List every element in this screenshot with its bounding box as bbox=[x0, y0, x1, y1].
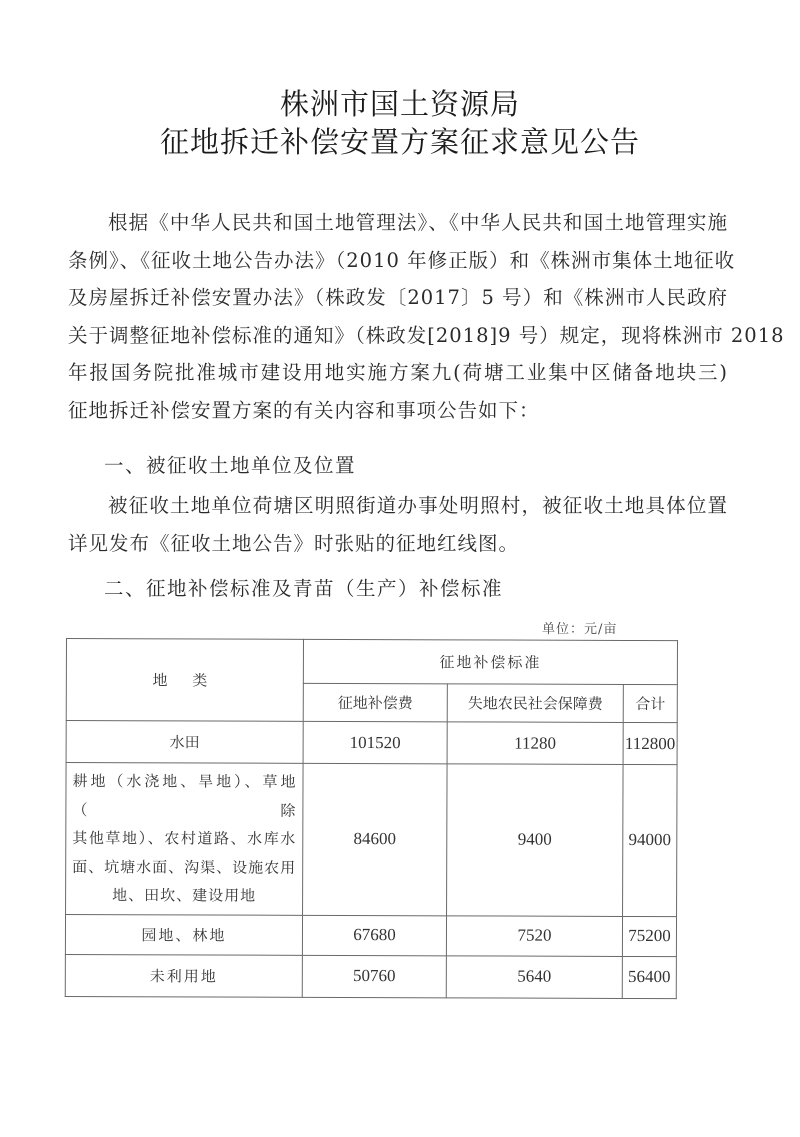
row-social-security: 5640 bbox=[446, 955, 622, 998]
document-title-line2: 征地拆迁补偿安置方案征求意见公告 bbox=[159, 125, 640, 159]
intro-line: 征地拆迁补偿安置方案的有关内容和事项公告如下： bbox=[68, 398, 540, 422]
header-col-total: 合计 bbox=[623, 684, 677, 722]
intro-line: 及房屋拆迁补偿安置办法》（株政发〔2017〕5 号）和《株洲市人民政府 bbox=[68, 286, 728, 309]
header-col-compensation-fee: 征地补偿费 bbox=[303, 683, 447, 722]
row-compensation-fee: 50760 bbox=[302, 955, 446, 998]
land-type-line: 地、田坎、建设用地 bbox=[112, 886, 257, 905]
row-land-type: 水田 bbox=[66, 721, 303, 764]
section2-heading: 二、征地补偿标准及青苗（生产）补偿标准 bbox=[104, 577, 504, 600]
table-unit-label: 单位：元/亩 bbox=[542, 622, 618, 637]
intro-line: 关于调整征地补偿标准的通知》（株政发[2018]9 号）规定，现将株洲市 2018 bbox=[68, 323, 785, 347]
header-land-type: 地 类 bbox=[66, 639, 303, 722]
row-compensation-fee: 84600 bbox=[303, 763, 448, 915]
land-type-line: 其他草地）、农村道路、水库水 bbox=[72, 829, 297, 848]
row-land-type bbox=[66, 763, 304, 915]
land-type-line: 耕地（水浇地、旱地）、草地（除 bbox=[72, 772, 297, 820]
intro-line: 条例》、《征收土地公告办法》（2010 年修正版）和《株洲市集体土地征收 bbox=[68, 248, 736, 272]
document-title-line1: 株洲市国土资源局 bbox=[279, 87, 520, 121]
row-social-security: 9400 bbox=[447, 764, 624, 916]
intro-line: 年报国务院批准城市建设用地实施方案九(荷塘工业集中区储备地块三) bbox=[68, 361, 728, 384]
row-social-security: 11280 bbox=[447, 722, 623, 765]
row-total: 75200 bbox=[622, 916, 676, 956]
row-land-type: 未利用地 bbox=[65, 954, 302, 997]
header-compensation-standard: 征地补偿标准 bbox=[303, 639, 677, 684]
row-total: 112800 bbox=[623, 722, 677, 764]
header-col-social-security: 失地农民社会保障费 bbox=[447, 684, 623, 723]
table-row bbox=[66, 763, 678, 917]
section1-line: 被征收土地单位荷塘区明照街道办事处明照村，被征收土地具体位置 bbox=[108, 494, 728, 517]
table-row bbox=[65, 914, 676, 956]
row-social-security: 7520 bbox=[446, 915, 622, 956]
row-land-type: 园地、林地 bbox=[65, 914, 302, 955]
land-type-line: 面、坑塘水面、沟渠、设施农用 bbox=[72, 857, 297, 877]
row-total: 94000 bbox=[623, 764, 678, 916]
section1-line: 详见发布《征收土地公告》时张贴的征地红线图。 bbox=[68, 531, 520, 555]
intro-line: 根据《中华人民共和国土地管理法》、《中华人民共和国土地管理实施 bbox=[108, 211, 728, 234]
row-compensation-fee: 67680 bbox=[302, 915, 446, 956]
row-compensation-fee: 101520 bbox=[303, 721, 447, 764]
table-header-row bbox=[66, 639, 677, 685]
table-row bbox=[65, 954, 676, 998]
row-total: 56400 bbox=[622, 956, 676, 998]
compensation-table bbox=[65, 638, 678, 999]
section1-heading: 一、被征收土地单位及位置 bbox=[104, 454, 357, 477]
table-row bbox=[66, 721, 677, 765]
intro-paragraph bbox=[68, 204, 785, 429]
section1-paragraph bbox=[68, 487, 728, 562]
